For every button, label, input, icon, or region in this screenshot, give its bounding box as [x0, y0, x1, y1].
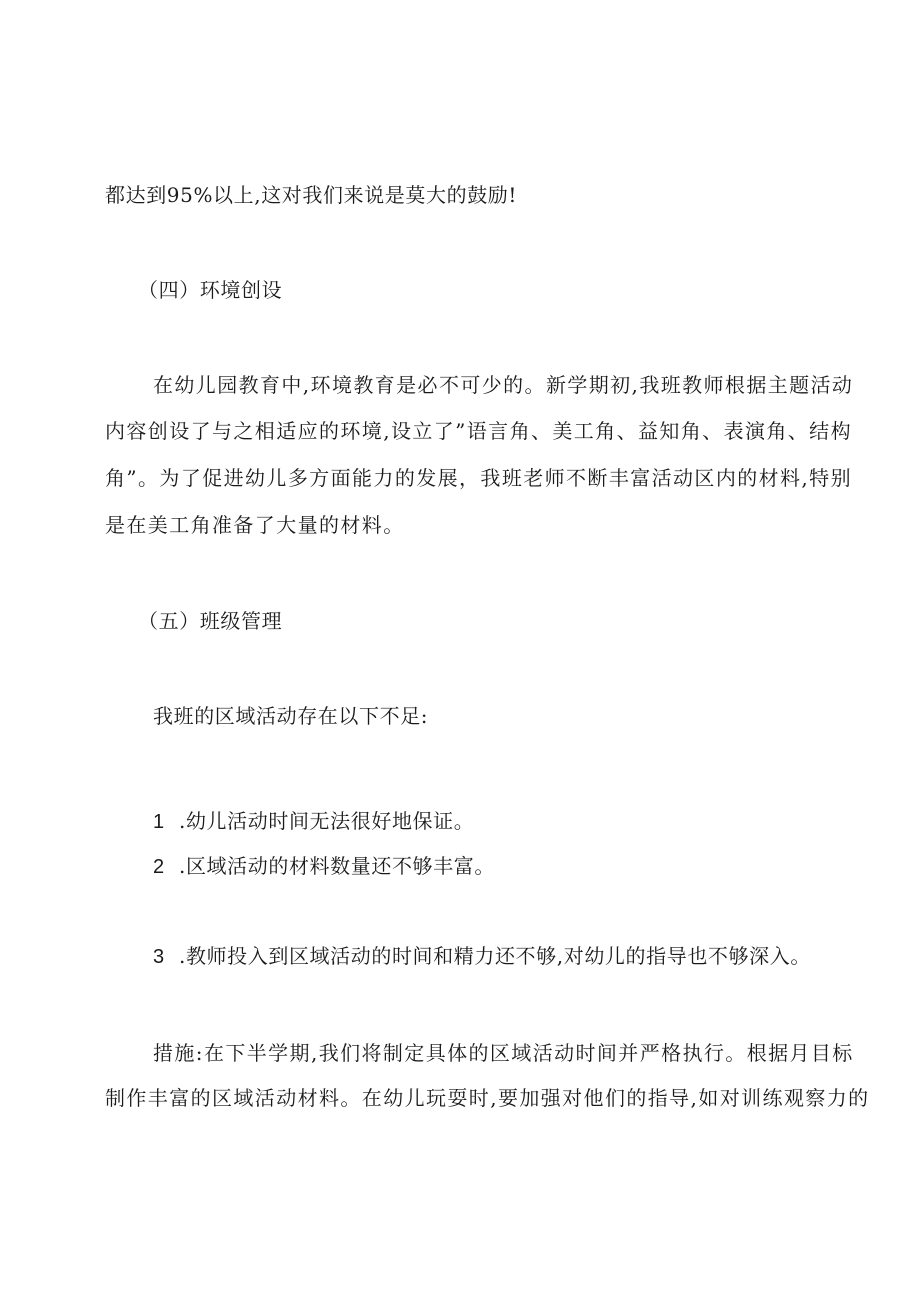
list-item-text: .幼儿活动时间无法很好地保证。 [179, 809, 475, 833]
paragraph-line: 在幼儿园教育中,环境教育是必不可少的。新学期初,我班教师根据主题活动 [153, 373, 854, 397]
shortcomings-intro: 我班的区域活动存在以下不足: [153, 704, 429, 728]
list-item-text: .教师投入到区域活动的时间和精力还不够,对幼儿的指导也不够深入。 [179, 944, 811, 968]
list-item [153, 853, 495, 880]
list-item [153, 943, 811, 970]
list-item-number: 1 [153, 811, 165, 833]
section-heading-environment: （四）环境创设 [138, 278, 283, 302]
paragraph-line: 内容创设了与之相适应的环境,设立了”语言角、美工角、益知角、表演角、结构 [105, 419, 852, 443]
continuation-text: 都达到95%以上,这对我们来说是莫大的鼓励! [105, 183, 518, 207]
paragraph-line: 是在美工角准备了大量的材料。 [105, 513, 405, 537]
list-item-number: 2 [153, 856, 165, 878]
list-item-text: .区域活动的材料数量还不够丰富。 [179, 854, 495, 878]
paragraph-line: 角”。为了促进幼儿多方面能力的发展，我班老师不断丰富活动区内的材料,特别 [105, 466, 852, 490]
list-item [153, 808, 474, 835]
list-item-number: 3 [153, 946, 165, 968]
paragraph-line: 制作丰富的区域活动材料。在幼儿玩耍时,要加强对他们的指导,如对训练观察力的 [105, 1086, 870, 1110]
section-heading-class-management: （五）班级管理 [138, 609, 283, 633]
paragraph-line: 措施:在下半学期,我们将制定具体的区域活动时间并严格执行。根据月目标 [153, 1041, 854, 1065]
